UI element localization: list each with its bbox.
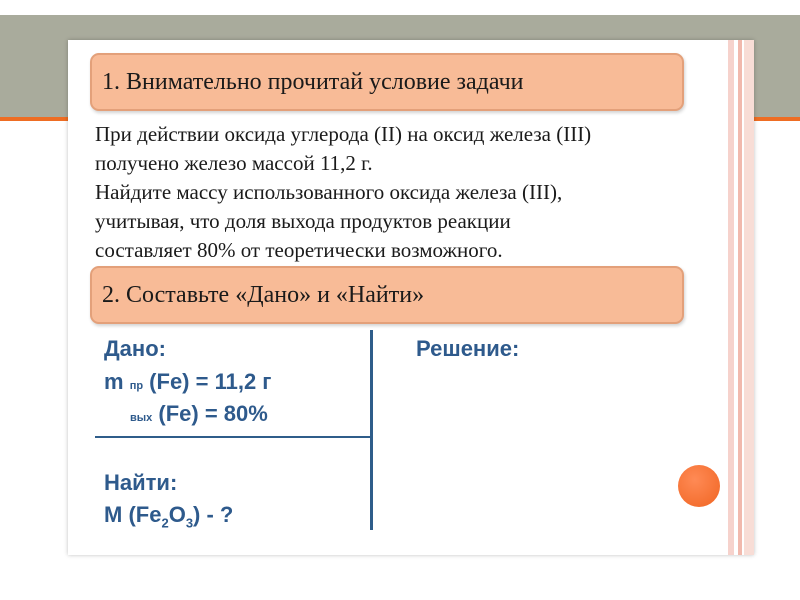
- problem-line: Найдите массу использованного оксида железа (III),: [95, 180, 563, 204]
- decorative-stripe: [738, 40, 742, 555]
- yield-subscript: вых: [130, 412, 153, 424]
- formula-mid: O: [168, 502, 186, 527]
- given-label: Дано:: [104, 336, 166, 361]
- formula-suffix: ) - ?: [193, 502, 234, 527]
- step2-title: 2. Составьте «Дано» и «Найти»: [102, 281, 425, 308]
- formula-sub1: 2: [161, 515, 169, 531]
- slide: [68, 40, 754, 555]
- step1-title: 1. Внимательно прочитай условие задачи: [102, 68, 524, 95]
- problem-line: составляет 80% от теоретически возможного.: [95, 238, 503, 262]
- table-vertical-divider: [370, 330, 373, 530]
- problem-line: При действии оксида углерода (II) на оксид железа (III): [95, 122, 592, 146]
- yield-value: (Fe) = 80%: [152, 401, 268, 426]
- accent-line-right: [754, 117, 800, 121]
- find-label: Найти:: [104, 470, 178, 495]
- given-yield: [104, 401, 268, 427]
- step1-box: [90, 53, 684, 111]
- solution-label: Решение:: [416, 336, 520, 361]
- mass-value: (Fe) = 11,2 г: [143, 369, 272, 394]
- table-horizontal-divider: [95, 436, 373, 438]
- step2-box: [90, 266, 684, 324]
- orange-circle-icon: [678, 465, 720, 507]
- decorative-stripe: [744, 40, 754, 555]
- formula-sub2: 3: [185, 515, 194, 531]
- accent-line-left: [0, 117, 68, 121]
- mass-symbol: m: [104, 369, 124, 394]
- formula-prefix: M (Fe: [104, 502, 162, 527]
- given-mass: [104, 369, 271, 395]
- problem-line: учитывая, что доля выхода продуктов реакции: [95, 209, 511, 233]
- problem-text: [95, 120, 725, 265]
- find-formula: [104, 502, 233, 530]
- mass-subscript: пр: [129, 380, 144, 392]
- problem-line: получено железо массой 11,2 г.: [95, 151, 373, 175]
- decorative-stripe: [728, 40, 734, 555]
